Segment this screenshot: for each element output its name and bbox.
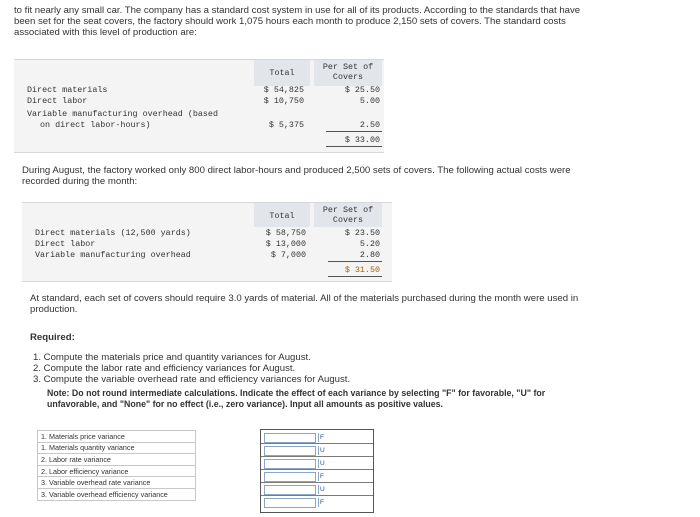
- actual-row-materials-per-set: $ 23.50: [344, 228, 380, 238]
- labor-rate-amount-input[interactable]: [264, 459, 316, 469]
- labor-efficiency-effect-select[interactable]: F: [318, 472, 330, 481]
- actual-row-labor-per-set: 5.20: [359, 239, 380, 249]
- actual-row-materials-label: Direct materials (12,500 yards): [35, 228, 191, 238]
- required-item-2: 2. Compute the labor rate and efficiency variances for August.: [33, 363, 296, 374]
- standard-row-overhead-total: $ 5,375: [268, 120, 304, 130]
- standard-note-line-2: production.: [30, 304, 78, 315]
- standard-note-paragraph: [30, 293, 578, 315]
- standard-per-set-double-underline: [326, 146, 382, 147]
- august-paragraph: [22, 165, 571, 187]
- standard-row-overhead-label: Variable manufacturing overhead (based: [27, 109, 218, 119]
- answer-input-row: [261, 432, 373, 444]
- labor-rate-effect-select[interactable]: U: [318, 459, 330, 468]
- answer-row: [38, 454, 196, 466]
- answer-input-row: [261, 484, 373, 496]
- actual-row-overhead-per-set: 2.80: [359, 250, 380, 260]
- materials-quantity-effect-select[interactable]: U: [318, 446, 330, 455]
- actual-row-overhead-label: Variable manufacturing overhead: [35, 250, 191, 260]
- august-line-2: recorded during the month:: [22, 176, 138, 187]
- standard-row-labor-total: $ 10,750: [263, 96, 304, 106]
- answer-label-labor-efficiency: 2. Labor efficiency variance: [38, 465, 196, 477]
- answer-row: [38, 477, 196, 489]
- answer-input-row: [261, 471, 373, 483]
- standard-col-per-set-line1: Per Set of: [322, 62, 374, 72]
- actual-col-per-set-line2: Covers: [332, 215, 364, 225]
- standard-row-materials-per-set: $ 25.50: [344, 85, 380, 95]
- standard-row-overhead-per-set: 2.50: [359, 120, 380, 130]
- answer-label-overhead-efficiency: 3. Variable overhead efficiency variance: [38, 488, 196, 500]
- overhead-efficiency-effect-select[interactable]: F: [318, 498, 330, 507]
- answer-label-materials-quantity: 1. Materials quantity variance: [38, 442, 196, 454]
- required-item-1: 1. Compute the materials price and quantity variances for August.: [33, 352, 311, 363]
- standard-row-materials-total: $ 54,825: [263, 85, 304, 95]
- answer-row: [38, 431, 196, 443]
- required-note: [47, 388, 545, 410]
- materials-price-effect-select[interactable]: F: [318, 433, 330, 442]
- intro-line-1: to fit nearly any small car. The company has a standard cost system in use for all of its products. According to the standards that have: [14, 5, 581, 16]
- actual-per-set-total: $ 31.50: [344, 265, 380, 275]
- answer-input-row: [261, 458, 373, 470]
- actual-row-materials-total: $ 58,750: [265, 228, 306, 238]
- standard-row-overhead-label-2: on direct labor-hours): [40, 120, 151, 130]
- august-line-1: During August, the factory worked only 800 direct labor-hours and produced 2,500 sets of covers. The following actual costs were: [22, 165, 571, 176]
- answer-table: [37, 430, 196, 501]
- standard-row-labor-label: Direct labor: [27, 96, 88, 106]
- intro-line-3: associated with this level of production are:: [14, 27, 197, 38]
- intro-paragraph: [14, 5, 580, 38]
- answer-row: [38, 465, 196, 477]
- actual-col-per-set-line1: Per Set of: [322, 205, 374, 215]
- labor-efficiency-amount-input[interactable]: [264, 472, 316, 482]
- actual-col-total: Total: [269, 211, 295, 221]
- required-list: [33, 352, 350, 385]
- answer-input-row: [261, 497, 373, 508]
- actual-row-labor-label: Direct labor: [35, 239, 96, 249]
- standard-note-line-1: At standard, each set of covers should require 3.0 yards of material. All of the materials purchased during the month were used in: [30, 293, 579, 304]
- standard-per-set-underline: [326, 131, 382, 132]
- answer-label-labor-rate: 2. Labor rate variance: [38, 454, 196, 466]
- answer-row: [38, 442, 196, 454]
- materials-price-amount-input[interactable]: [264, 433, 316, 443]
- overhead-rate-effect-select[interactable]: U: [318, 485, 330, 494]
- actual-per-set-underline: [328, 261, 382, 262]
- answer-row: [38, 488, 196, 500]
- materials-quantity-amount-input[interactable]: [264, 446, 316, 456]
- standard-row-materials-label: Direct materials: [27, 85, 108, 95]
- required-note-line-1: Note: Do not round intermediate calculations. Indicate the effect of each variance by selecting "F" for favorable, "U" for: [47, 388, 546, 398]
- actual-per-set-double-underline: [328, 276, 382, 277]
- standard-per-set-total: $ 33.00: [344, 135, 380, 145]
- overhead-efficiency-amount-input[interactable]: [264, 498, 316, 508]
- answer-label-materials-price: 1. Materials price variance: [38, 431, 196, 443]
- standard-col-total: Total: [269, 68, 295, 78]
- standard-cost-table: [14, 59, 384, 153]
- standard-row-labor-per-set: 5.00: [359, 96, 380, 106]
- required-item-3: 3. Compute the variable overhead rate and efficiency variances for August.: [33, 374, 351, 385]
- actual-cost-table: [22, 202, 392, 282]
- required-note-line-2: unfavorable, and "None" for no effect (i.e., zero variance). Input all amounts as positive values.: [47, 399, 443, 409]
- standard-col-per-set-line2: Covers: [332, 72, 364, 82]
- answer-input-row: [261, 445, 373, 457]
- actual-row-overhead-total: $ 7,000: [270, 250, 306, 260]
- answer-label-overhead-rate: 3. Variable overhead rate variance: [38, 477, 196, 489]
- overhead-rate-amount-input[interactable]: [264, 485, 316, 495]
- required-heading: Required:: [30, 332, 75, 343]
- intro-line-2: been set for the seat covers, the factory should work 1,075 hours each month to produce 2,150 sets of covers. The standard costs: [14, 16, 566, 27]
- answer-input-grid: [260, 429, 374, 513]
- actual-row-labor-total: $ 13,000: [265, 239, 306, 249]
